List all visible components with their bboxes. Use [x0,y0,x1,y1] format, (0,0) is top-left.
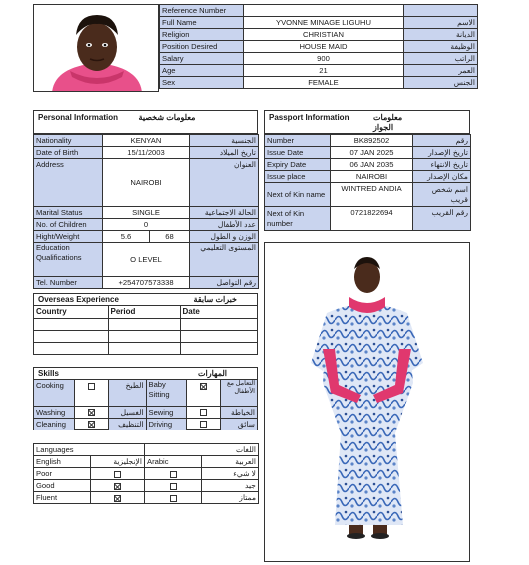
skill-cooking-label: Cooking [34,380,74,406]
nationality-ar: الجنسية [190,135,259,147]
issue-date-ar: تاريخ الإصدار [413,147,471,159]
english-good-checkbox[interactable] [114,483,121,490]
table-row [34,135,259,147]
tel-value: +254707573338 [103,277,190,289]
kin-name-value: WINTRED ANDIA [331,183,413,207]
level-fluent-ar: ممتاز [202,492,259,504]
language-english: English [34,456,91,468]
passport-info-table [264,134,471,231]
table-row [265,135,471,147]
language-arabic: Arabic [145,456,202,468]
arabic-poor-checkbox[interactable] [170,471,177,478]
kin-number-label: Next of Kin number [265,207,331,231]
tel-label: Tel. Number [34,277,103,289]
arabic-good-checkbox[interactable] [170,483,177,490]
passport-number-value: BK892502 [331,135,413,147]
skill-babysitting-label: Baby Sitting [146,380,186,406]
dob-label: Date of Birth [34,147,103,159]
table-row [34,159,259,207]
issue-place-value: NAIROBI [331,171,413,183]
reference-number-label: Reference Number [160,5,244,17]
kin-number-value: 0721822694 [331,207,413,231]
table-row [160,5,478,17]
age-ar: العمر [404,65,478,77]
cleaning-checkbox[interactable] [88,421,95,428]
weight-value: 68 [150,231,190,243]
level-fluent-label: Fluent [34,492,91,504]
passport-info-title-ar: معلومات الجواز [373,113,403,132]
portrait-illustration [34,5,159,92]
personal-info-title-ar: معلومات شخصية [138,113,196,122]
table-row [34,318,257,330]
reference-number-value [244,5,404,17]
overseas-title-ar: خبرات سابقة [193,295,237,304]
table-row [160,65,478,77]
address-ar: العنوان [190,159,259,207]
personal-info-table [33,134,259,289]
expiry-date-value: 06 JAN 2035 [331,159,413,171]
passport-info-title: Passport Information [269,113,350,122]
level-good-ar: جيد [202,480,259,492]
salary-value: 900 [244,53,404,65]
dob-value: 15/11/2003 [103,147,190,159]
skills-title: Skills [38,369,59,378]
height-weight-label: Hight/Weight [34,231,103,243]
table-row [34,492,259,504]
reference-number-ar [404,5,478,17]
overseas-experience-section [33,293,258,355]
table-row [265,207,471,231]
height-weight-ar: الوزن و الطول [190,231,259,243]
religion-ar: الديانة [404,29,478,41]
driving-checkbox[interactable] [200,421,207,428]
kin-name-ar: اسم شخص قريب [413,183,471,207]
education-value: O LEVEL [103,243,190,277]
table-row [34,147,259,159]
nationality-label: Nationality [34,135,103,147]
issue-date-label: Issue Date [265,147,331,159]
languages-table [33,443,259,504]
children-value: 0 [103,219,190,231]
age-label: Age [160,65,244,77]
issue-place-label: Issue place [265,171,331,183]
sex-value: FEMALE [244,77,404,89]
table-row [160,29,478,41]
sex-label: Sex [160,77,244,89]
washing-checkbox[interactable] [88,409,95,416]
personal-info-header [33,110,258,134]
skill-driving-ar: سائق [220,418,257,430]
overseas-col-date: Date [180,306,257,318]
full-name-label: Full Name [160,17,244,29]
level-poor-ar: لا شيء [202,468,259,480]
position-value: HOUSE MAID [244,41,404,53]
table-row [160,77,478,89]
tel-ar: رقم التواصل [190,277,259,289]
table-row [34,342,257,354]
table-row [34,231,259,243]
table-row [265,147,471,159]
table-row [34,418,257,430]
table-row [160,41,478,53]
passport-number-label: Number [265,135,331,147]
kin-number-ar: رقم القريب [413,207,471,231]
full-body-photo [264,242,470,562]
table-row [34,277,259,289]
skill-washing-ar: الغسيل [108,406,146,418]
issue-place-ar: مكان الإصدار [413,171,471,183]
table-row [34,480,259,492]
table-row [34,306,257,318]
height-value: 5.6 [103,231,150,243]
babysitting-checkbox[interactable] [200,383,207,390]
english-poor-checkbox[interactable] [114,471,121,478]
table-row [34,243,259,277]
religion-label: Religion [160,29,244,41]
table-row [34,456,259,468]
position-label: Position Desired [160,41,244,53]
table-row [265,159,471,171]
table-row [160,17,478,29]
full-name-value: YVONNE MINAGE LIGUHU [244,17,404,29]
skill-sewing-label: Sewing [146,406,186,418]
table-row [34,207,259,219]
passport-number-ar: رقم [413,135,471,147]
table-row [34,380,257,406]
salary-label: Salary [160,53,244,65]
address-label: Address [34,159,103,207]
skills-table [34,380,257,430]
cooking-checkbox[interactable] [88,383,95,390]
expiry-date-label: Expiry Date [265,159,331,171]
language-english-ar: الإنجليزية [91,456,145,468]
overseas-col-period: Period [108,306,180,318]
salary-ar: الراتب [404,53,478,65]
languages-title-ar: اللغات [145,444,259,456]
table-row [34,468,259,480]
table-row [34,406,257,418]
language-arabic-ar: العربية [202,456,259,468]
children-ar: عدد الأطفال [190,219,259,231]
nationality-value: KENYAN [103,135,190,147]
table-row [265,183,471,207]
table-row [34,330,257,342]
sewing-checkbox[interactable] [200,409,207,416]
education-ar: المستوى التعليمي [190,243,259,277]
passport-info-header [264,110,470,134]
skill-cooking-ar: الطبخ [108,380,146,406]
marital-label: Marital Status [34,207,103,219]
marital-ar: الحالة الاجتماعية [190,207,259,219]
languages-title: Languages [34,444,145,456]
skill-washing-label: Washing [34,406,74,418]
children-label: No. of Children [34,219,103,231]
level-poor-label: Poor [34,468,91,480]
skills-title-ar: المهارات [197,369,227,378]
table-row [265,171,471,183]
skill-driving-label: Driving [146,418,186,430]
level-good-label: Good [34,480,91,492]
address-value: NAIROBI [103,159,190,207]
table-row [34,219,259,231]
issue-date-value: 07 JAN 2025 [331,147,413,159]
table-row [34,444,259,456]
skill-cleaning-ar: التنظيف [108,418,146,430]
skill-sewing-ar: الخياطة [220,406,257,418]
top-info-table [159,4,478,89]
skill-cleaning-label: Cleaning [34,418,74,430]
full-name-ar: الاسم [404,17,478,29]
expiry-date-ar: تاريخ الانتهاء [413,159,471,171]
marital-value: SINGLE [103,207,190,219]
english-fluent-checkbox[interactable] [114,495,121,502]
sex-ar: الجنس [404,77,478,89]
skills-section [33,367,258,430]
overseas-col-country: Country [34,306,108,318]
personal-info-title: Personal Information [38,113,119,122]
religion-value: CHRISTIAN [244,29,404,41]
overseas-title: Overseas Experience [38,295,119,304]
table-row [160,53,478,65]
arabic-fluent-checkbox[interactable] [170,495,177,502]
overseas-table [34,306,257,354]
dob-ar: تاريخ الميلاد [190,147,259,159]
education-label: Education Qualifications [34,243,103,277]
full-body-illustration [265,243,470,562]
portrait-photo [33,4,159,92]
kin-name-label: Next of Kin name [265,183,331,207]
position-ar: الوظيفة [404,41,478,53]
skill-babysitting-ar: التعامل مع الأطفال [220,380,257,406]
age-value: 21 [244,65,404,77]
